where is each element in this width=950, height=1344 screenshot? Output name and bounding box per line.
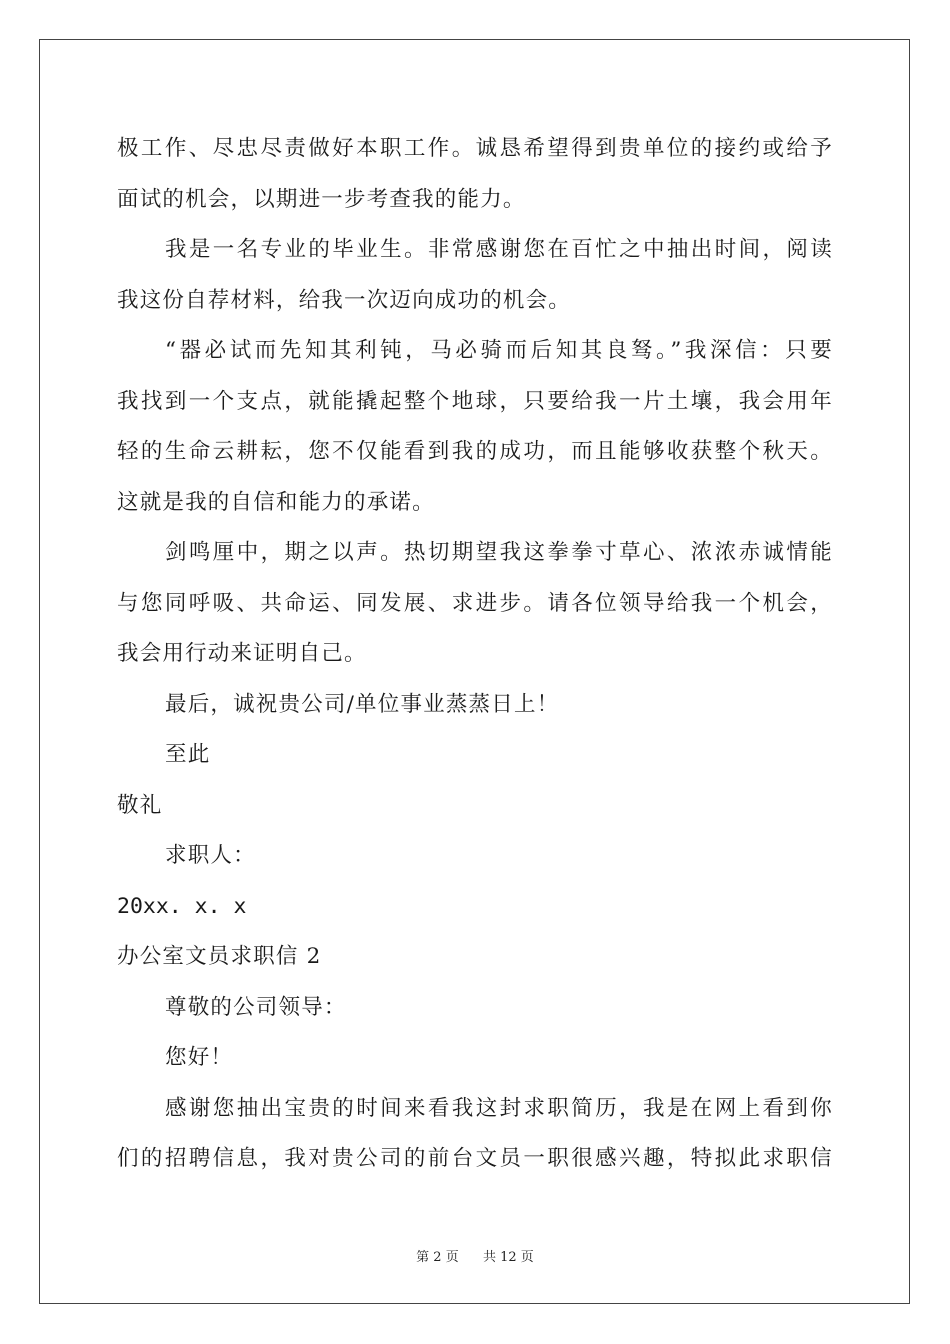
page-footer — [0, 1246, 950, 1265]
paragraph-start: “器必试而先知其利钝，马必骑而后知其良驽。”我深信：只要 — [165, 338, 833, 363]
letter-date: 20xx. x. x — [117, 893, 247, 919]
closing-phrase: 至此 — [165, 742, 211, 767]
section-title: 办公室文员求职信 2 — [117, 944, 322, 969]
salutation-close: 敬礼 — [117, 792, 163, 818]
text-line: 我找到一个支点，就能撬起整个地球，只要给我一片土壤，我会用年 — [117, 388, 833, 414]
closing-wish: 最后，诚祝贵公司/单位事业蒸蒸日上！ — [165, 691, 560, 717]
greeting: 您好！ — [165, 1045, 234, 1070]
paragraph-start: 剑鸣厘中，期之以声。热切期望我这拳拳寸草心、浓浓赤诚情能 — [165, 540, 833, 565]
text-line: 极工作、尽忠尽责做好本职工作。诚恳希望得到贵单位的接约或给予 — [117, 136, 833, 161]
page-number: 第 2 页 — [416, 1250, 459, 1265]
text-line: 面试的机会，以期进一步考查我的能力。 — [117, 186, 526, 212]
text-line: 与您同呼吸、共命运、同发展、求进步。请各位领导给我一个机会， — [117, 590, 833, 616]
text-line: 轻的生命云耕耘，您不仅能看到我的成功，而且能够收获整个秋天。 — [117, 439, 833, 464]
document-body — [117, 124, 833, 1185]
text-line: 我会用行动来证明自己。 — [117, 641, 367, 666]
applicant-label: 求职人： — [165, 843, 256, 868]
text-line: 们的招聘信息，我对贵公司的前台文员一职很感兴趣，特拟此求职信 — [117, 1146, 833, 1171]
page-total: 共 12 页 — [483, 1250, 534, 1265]
greeting-recipient: 尊敬的公司领导： — [165, 994, 347, 1020]
text-line: 这就是我的自信和能力的承诺。 — [117, 489, 435, 515]
paragraph-start: 我是一名专业的毕业生。非常感谢您在百忙之中抽出时间，阅读 — [165, 237, 833, 262]
text-line: 我这份自荐材料，给我一次迈向成功的机会。 — [117, 287, 572, 313]
paragraph-start: 感谢您抽出宝贵的时间来看我这封求职简历，我是在网上看到你 — [165, 1095, 833, 1121]
